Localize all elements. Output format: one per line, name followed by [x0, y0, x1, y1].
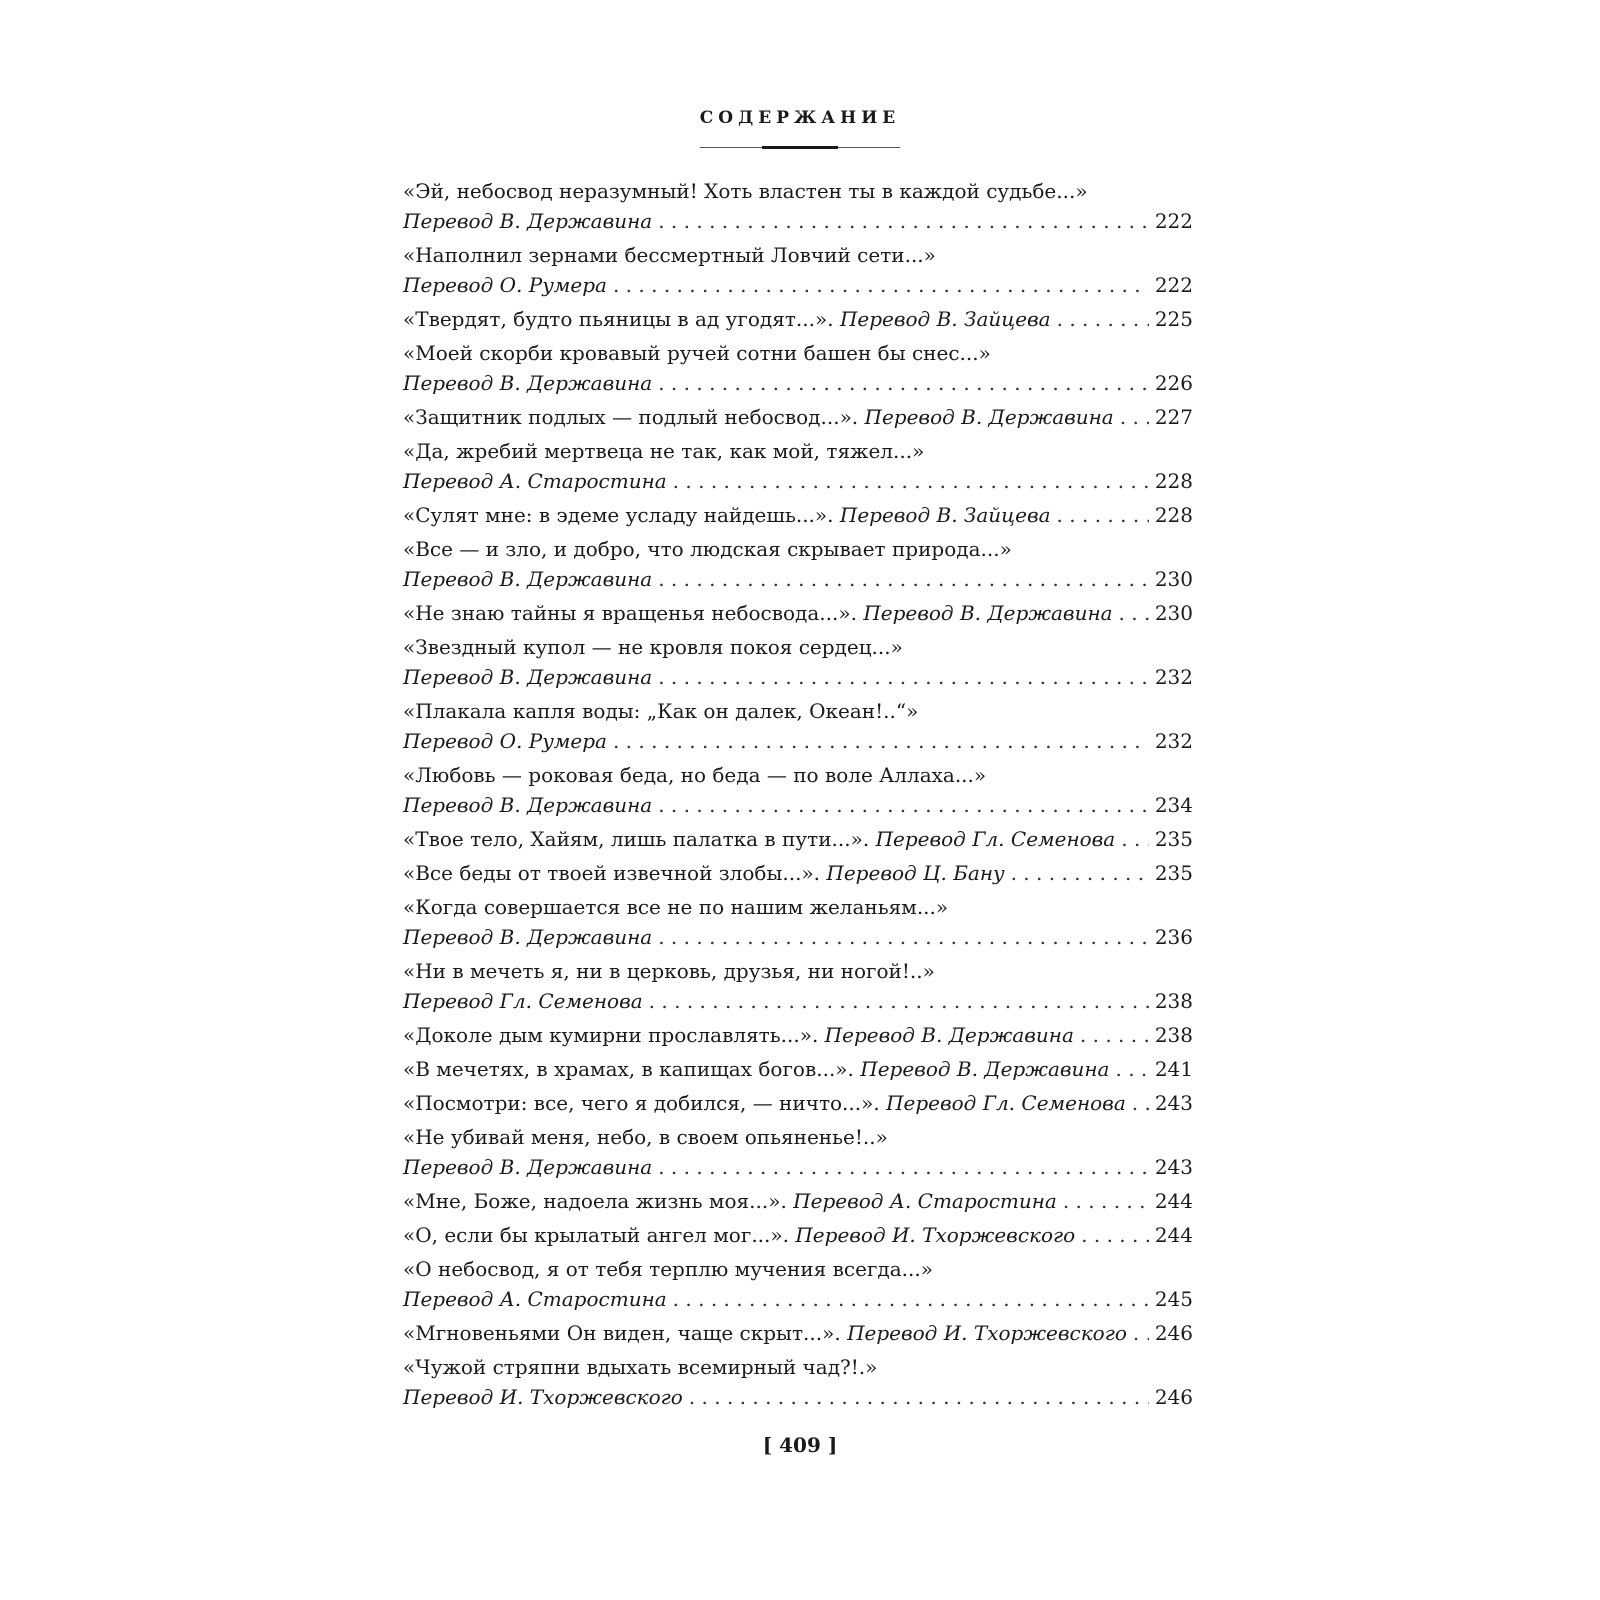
entry-translator: Перевод В. Зайцева: [839, 503, 1051, 527]
entry-title: «О, если бы крылатый ангел мог...».: [403, 1223, 789, 1247]
dot-leader: [673, 1284, 1149, 1314]
toc-entry: [403, 1054, 1193, 1084]
toc-entry: [403, 858, 1193, 888]
entry-title: «Да, жребий мертвеца не так, как мой, тяжел...»: [403, 439, 925, 463]
toc-entry: [403, 892, 1193, 952]
dot-leader: [1115, 1054, 1148, 1084]
toc-entry: [403, 1220, 1193, 1250]
dot-leader: [658, 1152, 1149, 1182]
page-header: [0, 108, 1600, 128]
toc-entry: [403, 632, 1193, 692]
entry-translator: Перевод В. Державина: [403, 371, 653, 395]
entry-title: «Наполнил зернами бессмертный Ловчий сети...»: [403, 243, 936, 267]
entry-translator: Перевод В. Державина: [864, 405, 1114, 429]
entry-page-number: 245: [1154, 1287, 1193, 1311]
entry-title: «Плакала капля воды: „Как он далек, Океан!..“»: [403, 699, 919, 723]
entry-page-number: 228: [1154, 469, 1193, 493]
toc-entry: [403, 176, 1193, 236]
page-title: СОДЕРЖАНИЕ: [699, 108, 901, 128]
dot-leader: [1081, 1220, 1149, 1250]
entry-translator: Перевод В. Зайцева: [839, 307, 1051, 331]
entry-translator: Перевод И. Тхоржевского: [795, 1223, 1076, 1247]
toc-entry: [403, 338, 1193, 398]
entry-page-number: 234: [1154, 793, 1193, 817]
entry-title: «Когда совершается все не по нашим желаньям...»: [403, 895, 949, 919]
dot-leader: [649, 986, 1149, 1016]
toc-entry: [403, 824, 1193, 854]
entry-translator: Перевод Ц. Бану: [826, 861, 1005, 885]
entry-page-number: 222: [1154, 273, 1193, 297]
dot-leader: [1057, 500, 1149, 530]
toc-entry: [403, 956, 1193, 1016]
entry-page-number: 235: [1154, 827, 1193, 851]
entry-page-number: 230: [1154, 601, 1193, 625]
toc-entry: [403, 500, 1193, 530]
entry-title: «Сулят мне: в эдеме усладу найдешь...».: [403, 503, 834, 527]
dot-leader: [1080, 1020, 1149, 1050]
toc-entry: [403, 1352, 1193, 1412]
entry-page-number: 227: [1154, 405, 1193, 429]
entry-title: «Защитник подлых — подлый небосвод...».: [403, 405, 859, 429]
dot-leader: [1133, 1318, 1149, 1348]
dot-leader: [1011, 858, 1149, 888]
entry-translator: Перевод Гл. Семенова: [403, 989, 643, 1013]
dot-leader: [613, 726, 1149, 756]
dot-leader: [658, 368, 1149, 398]
entry-page-number: 246: [1154, 1385, 1193, 1409]
entry-title: «Все беды от твоей извечной злобы...».: [403, 861, 821, 885]
toc-entry: [403, 402, 1193, 432]
entry-page-number: 241: [1154, 1057, 1193, 1081]
entry-title: «Твердят, будто пьяницы в ад угодят...».: [403, 307, 834, 331]
toc-entry: [403, 598, 1193, 628]
entry-page-number: 244: [1154, 1189, 1193, 1213]
toc-entry: [403, 534, 1193, 594]
entry-page-number: 243: [1154, 1155, 1193, 1179]
entry-translator: Перевод А. Старостина: [403, 1287, 667, 1311]
entry-page-number: 235: [1154, 861, 1193, 885]
entry-page-number: 226: [1154, 371, 1193, 395]
entry-title: «В мечетях, в храмах, в капищах богов...».: [403, 1057, 854, 1081]
entry-page-number: 243: [1154, 1091, 1193, 1115]
entry-translator: Перевод В. Державина: [824, 1023, 1074, 1047]
entry-page-number: 236: [1154, 925, 1193, 949]
entry-translator: Перевод В. Державина: [403, 665, 653, 689]
dot-leader: [658, 662, 1149, 692]
dot-leader: [1120, 402, 1149, 432]
entry-translator: Перевод Гл. Семенова: [886, 1091, 1126, 1115]
entry-translator: Перевод В. Державина: [403, 209, 653, 233]
dot-leader: [1132, 1088, 1149, 1118]
entry-title: «Все — и зло, и добро, что людская скрывает природа...»: [403, 537, 1012, 561]
entry-page-number: 232: [1154, 665, 1193, 689]
entry-translator: Перевод В. Державина: [403, 1155, 653, 1179]
dot-leader: [689, 1382, 1149, 1412]
entry-translator: Перевод В. Державина: [863, 601, 1113, 625]
toc-entry: [403, 696, 1193, 756]
page-number: [ 409 ]: [762, 1433, 838, 1457]
toc-entry: [403, 240, 1193, 300]
toc-entry: [403, 1254, 1193, 1314]
dot-leader: [1063, 1186, 1149, 1216]
entry-page-number: 238: [1154, 1023, 1193, 1047]
dot-leader: [1119, 598, 1149, 628]
dot-leader: [658, 206, 1149, 236]
dot-leader: [613, 270, 1149, 300]
entry-translator: Перевод О. Румера: [403, 729, 607, 753]
entry-page-number: 244: [1154, 1223, 1193, 1247]
dot-leader: [658, 790, 1149, 820]
toc-entry: [403, 1318, 1193, 1348]
dot-leader: [1057, 304, 1149, 334]
dot-leader: [658, 564, 1149, 594]
entry-page-number: 230: [1154, 567, 1193, 591]
entry-page-number: 238: [1154, 989, 1193, 1013]
dot-leader: [1121, 824, 1149, 854]
entry-title: «Мне, Боже, надоела жизнь моя...».: [403, 1189, 787, 1213]
entry-title: «О небосвод, я от тебя терплю мучения всегда...»: [403, 1257, 933, 1281]
toc-entry: [403, 1088, 1193, 1118]
entry-title: «Посмотри: все, чего я добился, — ничто...».: [403, 1091, 880, 1115]
entry-title: «Не знаю тайны я вращенья небосвода...».: [403, 601, 857, 625]
toc-entry: [403, 760, 1193, 820]
entry-title: «Любовь — роковая беда, но беда — по воле Аллаха...»: [403, 763, 987, 787]
entry-title: «Ни в мечеть я, ни в церковь, друзья, ни ногой!..»: [403, 959, 935, 983]
title-rule-accent: [762, 146, 838, 149]
toc-entry: [403, 304, 1193, 334]
entry-page-number: 232: [1154, 729, 1193, 753]
entry-title: «Доколе дым кумирни прославлять...».: [403, 1023, 819, 1047]
entry-title: «Эй, небосвод неразумный! Хоть властен ты в каждой судьбе...»: [403, 179, 1088, 203]
entry-translator: Перевод И. Тхоржевского: [847, 1321, 1127, 1345]
entry-translator: Перевод В. Державина: [403, 793, 653, 817]
entry-translator: Перевод Гл. Семенова: [875, 827, 1116, 851]
dot-leader: [673, 466, 1149, 496]
toc-entry: [403, 1122, 1193, 1182]
entry-title: «Чужой стряпни вдыхать всемирный чад?!.»: [403, 1355, 878, 1379]
entry-translator: Перевод В. Державина: [403, 925, 653, 949]
entry-title: «Не убивай меня, небо, в своем опьяненье!..»: [403, 1125, 888, 1149]
toc-entry: [403, 1186, 1193, 1216]
entry-title: «Звездный купол — не кровля покоя сердец...»: [403, 635, 903, 659]
entry-page-number: 246: [1154, 1321, 1193, 1345]
entry-title: «Мгновеньями Он виден, чаще скрыт...».: [403, 1321, 841, 1345]
toc-entry: [403, 1020, 1193, 1050]
entry-translator: Перевод В. Державина: [860, 1057, 1110, 1081]
entry-title: «Твое тело, Хайям, лишь палатка в пути...».: [403, 827, 870, 851]
entry-translator: Перевод О. Румера: [403, 273, 607, 297]
entry-translator: Перевод А. Старостина: [403, 469, 667, 493]
entry-translator: Перевод В. Державина: [403, 567, 653, 591]
entry-page-number: 228: [1154, 503, 1193, 527]
entry-page-number: 225: [1154, 307, 1193, 331]
dot-leader: [658, 922, 1149, 952]
table-of-contents: [403, 176, 1193, 1416]
entry-translator: Перевод И. Тхоржевского: [403, 1385, 683, 1409]
entry-title: «Моей скорби кровавый ручей сотни башен бы снес...»: [403, 341, 991, 365]
entry-translator: Перевод А. Старостина: [793, 1189, 1057, 1213]
toc-entry: [403, 436, 1193, 496]
entry-page-number: 222: [1154, 209, 1193, 233]
